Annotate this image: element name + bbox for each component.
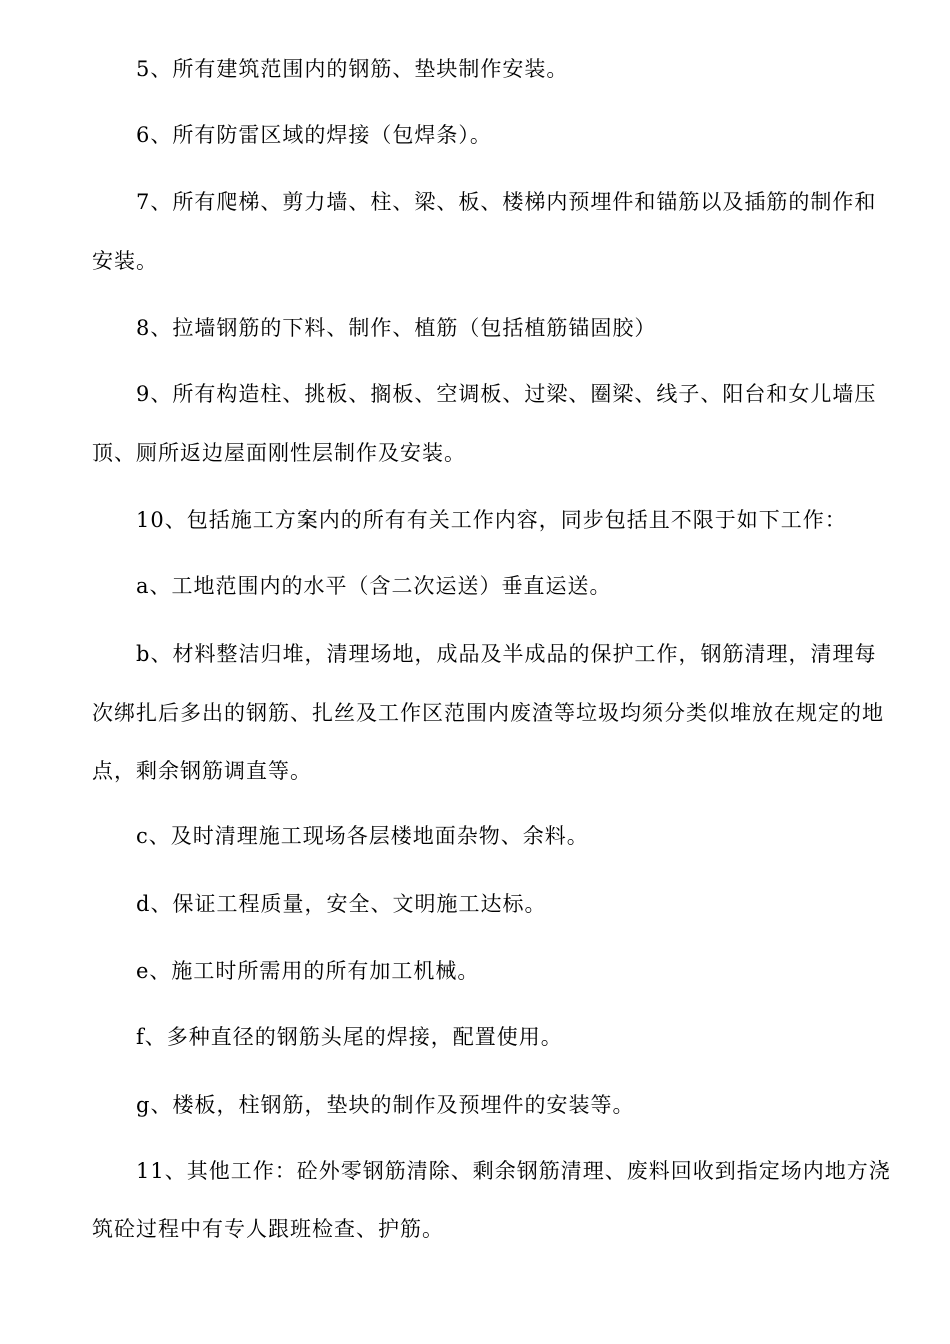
item-8: 8、拉墙钢筋的下料、制作、植筋（包括植筋锚固胶） [136, 316, 657, 340]
item-10f: f、多种直径的钢筋头尾的焊接，配置使用。 [136, 1025, 563, 1049]
item-10c: c、及时清理施工现场各层楼地面杂物、余料。 [136, 824, 589, 848]
item-10b-line-2: 次绑扎后多出的钢筋、扎丝及工作区范围内废渣等垃圾均须分类似堆放在规定的地 [92, 701, 884, 725]
item-11-line-1: 11、其他工作：砼外零钢筋清除、剩余钢筋清理、废料回收到指定场内地方浇 [136, 1159, 891, 1183]
item-10b-line-1: b、材料整洁归堆，清理场地，成品及半成品的保护工作，钢筋清理，清理每 [136, 642, 877, 666]
item-7-line-1: 7、所有爬梯、剪力墙、柱、梁、板、楼梯内预埋件和锚筋以及插筋的制作和 [136, 190, 877, 214]
item-11-line-2: 筑砼过程中有专人跟班检查、护筋。 [92, 1217, 444, 1241]
item-6: 6、所有防雷区域的焊接（包焊条）。 [136, 123, 492, 147]
item-10b-line-3: 点，剩余钢筋调直等。 [92, 759, 312, 783]
item-9-line-1: 9、所有构造柱、挑板、搁板、空调板、过梁、圈梁、线子、阳台和女儿墙压 [136, 382, 877, 406]
item-10e: e、施工时所需用的所有加工机械。 [136, 959, 480, 983]
item-7-line-2: 安装。 [92, 249, 158, 273]
item-10a: a、工地范围内的水平（含二次运送）垂直运送。 [136, 574, 612, 598]
item-10: 10、包括施工方案内的所有有关工作内容，同步包括且不限于如下工作： [136, 508, 847, 532]
item-10g: g、楼板，柱钢筋，垫块的制作及预埋件的安装等。 [136, 1093, 635, 1117]
item-5: 5、所有建筑范围内的钢筋、垫块制作安装。 [136, 57, 569, 81]
item-10d: d、保证工程质量，安全、文明施工达标。 [136, 892, 547, 916]
item-9-line-2: 顶、厕所返边屋面刚性层制作及安装。 [92, 441, 466, 465]
